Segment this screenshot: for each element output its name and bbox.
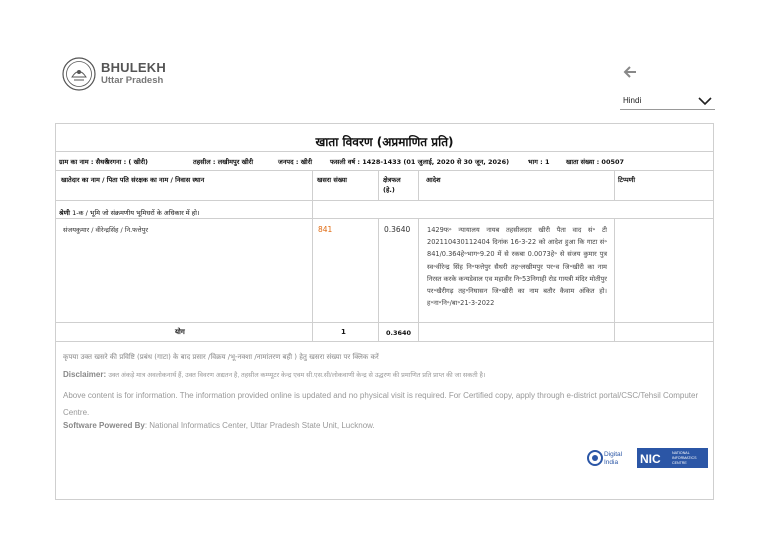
nic-line-3: CENTRE — [672, 461, 687, 465]
disclaimer-label: Disclaimer: — [63, 370, 107, 379]
meta-village: ग्राम का नाम : सैथरी — [59, 158, 109, 166]
category-text: 1-क / भूमि जो संक्रमणीय भूमिधरों के अधिकार में हो। — [72, 209, 200, 217]
khata-report — [55, 123, 714, 500]
divider — [418, 170, 419, 200]
language-select[interactable] — [620, 94, 715, 110]
total-label: योग — [175, 328, 185, 336]
divider — [378, 218, 379, 341]
meta-district: जनपद : खीरी — [278, 158, 313, 166]
digital-india-logo — [587, 447, 632, 469]
meta-khata: खाता संख्या : 00507 — [566, 158, 625, 166]
arrow-left-icon[interactable] — [621, 62, 641, 82]
chevron-down-icon — [698, 97, 712, 106]
nic-line-1: NATIONAL — [672, 451, 690, 455]
meta-tehsil: तहसील : लखीमपुर खीरी — [193, 158, 254, 166]
meta-pargana: परगना : ( खीरी) — [106, 158, 148, 166]
divider — [56, 341, 713, 342]
category-note — [59, 208, 199, 217]
meta-fasli: फसली वर्ष : 1428-1433 (01 जुलाई, 2020 से 30 जून, 2026) — [330, 158, 510, 166]
nic-logo — [637, 448, 708, 468]
powered-label: Software Powered By — [63, 421, 145, 430]
header-area-label: क्षेत्रफल — [383, 176, 401, 184]
divider — [56, 151, 713, 152]
header-khasra: खसरा संख्या — [317, 176, 347, 184]
powered-text: : National Informatics Center, Uttar Pradesh State Unit, Lucknow. — [144, 421, 375, 430]
notice-text: कृपया उक्त खसरे की प्रविष्टि (प्रबंध (गाटा) के बाद प्रसार /विक्रय /भू-नक्शा /नामांतरण बही ) हेतु खसरा संख्या पर क्लिक करें — [63, 353, 379, 361]
divider — [56, 200, 713, 201]
divider — [418, 218, 419, 341]
row-order: 1429फ॰ न्यायालय नायब तहसीलदार खीरी पैता वाद सं॰ टी 20211043011​2404 दिनांक 16-3-22 को आदेश हुआ कि गाटा सं॰ 841/0.364हे॰भाग॰9.20 में से रकबा 0.0073हे॰ से संजय कुमार पुत्र स्व॰वीरेन्द्र सिंह नि॰फत्तेपुर सैथरी तह॰लखीमपुर पर॰व जि॰खीरी का नाम निरस्त करके कन्यडेवाल एव महावीर नि॰53निगाही रोड गायत्री मंदिर मोतीपुर पर॰खैरीगढ़ तह॰निघासन जि॰खीरी का नाम बतौर कैवाम अंकित हो।ह॰ना॰नि॰/बा॰21-3-2022 — [427, 226, 607, 308]
header-area-unit: (हे.) — [383, 186, 395, 194]
nic-text: NIC — [640, 452, 661, 466]
total-count: 1 — [341, 328, 346, 336]
total-area: 0.3640 — [386, 329, 412, 337]
header-area — [383, 175, 401, 195]
nic-line-2: INFORMATICS — [672, 456, 697, 460]
language-select-value: Hindi — [623, 96, 642, 105]
row-owner: संजयकुमार / वीरेन्द्रसिंह / नि.फत्तेपुर — [63, 226, 149, 234]
header-order: आदेश — [426, 176, 441, 184]
brand-subtitle: Uttar Pradesh — [101, 75, 164, 86]
khasra-link[interactable]: 841 — [318, 225, 333, 234]
digital-text-top: Digital — [604, 451, 623, 458]
divider — [614, 170, 615, 200]
info-text: Above content is for information. The information provided online is updated and no physical visit is required. For Certified copy, apply through e-district portal/CSC/Tehsil Computer Centre. — [63, 391, 699, 417]
header-owner: खातेदार का नाम / पिता पति संरक्षक का नाम / निवास स्थान — [61, 176, 205, 184]
disclaimer — [63, 370, 485, 379]
header-remarks: टिप्पणी — [618, 176, 636, 184]
meta-bhag: भाग : 1 — [528, 158, 550, 166]
divider — [614, 218, 615, 341]
brand-title: BHULEKH — [101, 60, 166, 75]
report-title: खाता विवरण (अप्रमाणित प्रति) — [315, 135, 454, 149]
divider — [378, 170, 379, 200]
digital-text-bottom: India — [604, 459, 619, 466]
category-prefix: श्रेणी — [59, 209, 70, 217]
row-area: 0.3640 — [384, 225, 411, 234]
up-emblem-icon — [62, 57, 96, 91]
powered-by — [63, 421, 375, 430]
disclaimer-text: उक्त अंकड़े मात्र अवलोकनार्थ हैं, उक्त विवरण अद्यतन है, तहसील कम्प्यूटर केन्द्र एवम सी.एस.सी/लोकवाणी केन्द्र से उद्धरण की प्रमाणित प्रति प्राप्त की जा सकती है। — [108, 372, 486, 379]
divider — [312, 170, 313, 341]
